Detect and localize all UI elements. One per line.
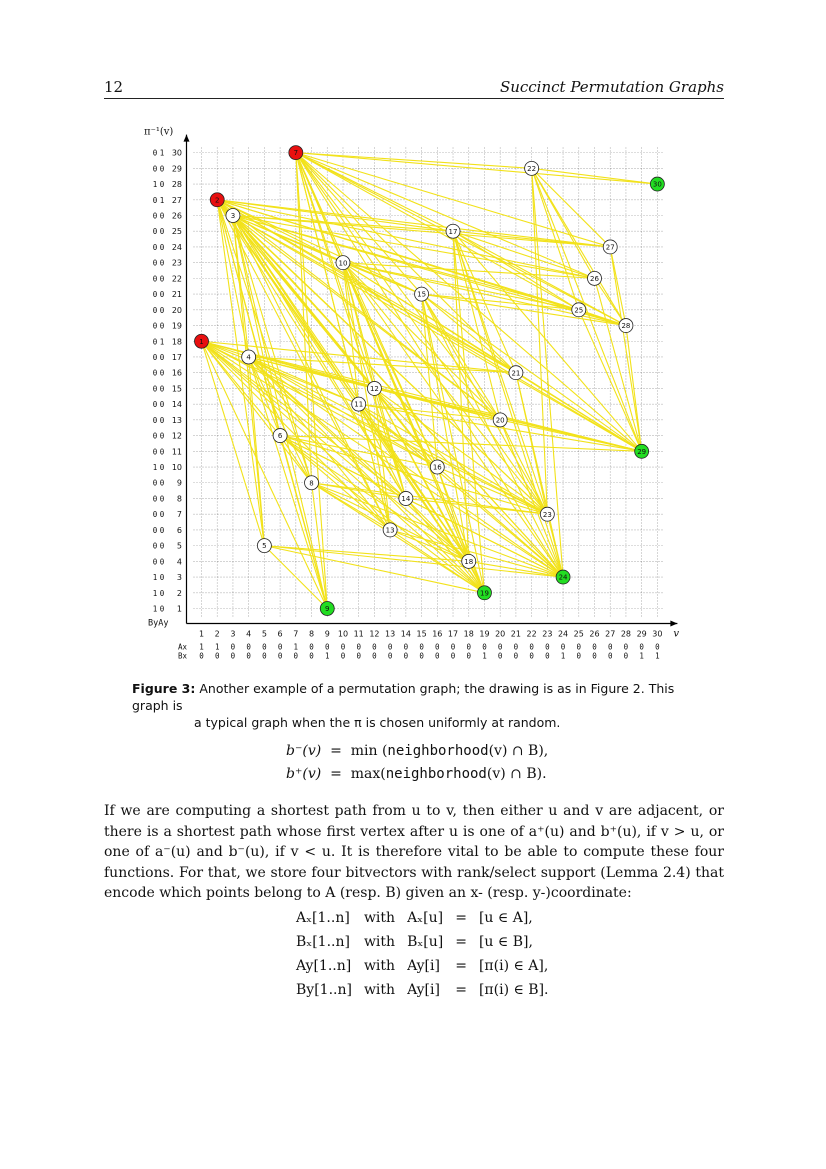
vertex-label: 22 [527,164,537,173]
ax-bit: 0 [387,642,393,652]
x-axis-label: v [673,628,680,640]
x-tick-label: 17 [447,629,459,639]
by-bit: 0 [152,227,158,237]
y-tick-label: 21 [171,290,182,300]
x-tick-label: 3 [230,629,236,639]
ax-bit: 0 [340,642,346,652]
ax-row-label: Ax [178,642,188,652]
x-tick-label: 15 [416,629,427,639]
ay-bit: 0 [159,321,165,331]
x-tick-label: 23 [542,629,553,639]
ay-bit: 0 [159,164,165,174]
figure-caption [132,680,712,731]
bx-bit: 0 [623,651,629,661]
by-ay-label: ByAy [148,618,169,629]
ax-bit: 1 [199,642,204,652]
ax-bit: 0 [325,642,330,652]
by-bit: 0 [152,242,158,252]
y-tick-label: 14 [171,400,182,410]
vertex-label: 2 [214,196,220,205]
bx-bit: 0 [387,651,393,661]
ax-bit: 0 [419,642,424,652]
x-tick-label: 5 [261,629,267,639]
bitvector-row [290,906,555,930]
ay-bit: 0 [159,352,165,362]
ay-bit: 0 [159,494,165,504]
vertex-label: 8 [309,479,314,488]
y-tick-label: 10 [171,463,182,473]
ax-bit: 1 [214,642,220,652]
page-number: 12 [104,78,124,96]
body-paragraph: If we are computing a shortest path from u to v, then either u and v are adjacent, or there is a shortest path whose first vertex after u is one of a⁺(u) and b⁺(u), if v > u, or one of a⁻(u) and b⁻(u), if v < u. It is therefore vital to be able to compute these four functions. For that, we store four bitvectors with rank/select support (Lemma 2.4) that encode which points belong to A (resp. B) given an x- (resp. y-)coordinate: [104,803,724,901]
by-bit: 0 [152,557,158,567]
vertex-label: 16 [432,463,442,472]
by-bit: 0 [152,447,158,457]
bv-eq: = [455,958,467,974]
ay-bit: 0 [159,258,165,268]
bx-bit: 0 [277,651,283,661]
vertex-label: 14 [401,495,411,504]
by-bit: 1 [152,463,158,473]
bx-bit: 0 [230,651,236,661]
bx-bit: 0 [607,651,613,661]
y-axis-label: π⁻¹(v) [144,126,174,138]
by-bit: 0 [152,494,158,504]
ay-bit: 1 [159,195,165,205]
ay-bit: 0 [159,400,165,410]
by-bit: 0 [152,258,158,268]
ay-bit: 0 [159,573,165,583]
by-bit: 0 [152,290,158,300]
vertex-label: 10 [338,259,348,268]
bx-bit: 1 [639,651,644,661]
vertex-label: 28 [621,322,631,331]
bx-bit: 0 [513,651,519,661]
y-tick-label: 2 [176,588,182,598]
ax-bit: 0 [277,642,283,652]
vertex-label: 29 [637,447,647,456]
x-tick-label: 4 [246,629,252,639]
by-bit: 0 [152,274,158,284]
eq1-fn: neighborhood [387,743,489,759]
ay-bit: 0 [159,415,165,425]
ax-bit: 0 [497,642,503,652]
ax-bit: 0 [529,642,534,652]
vertex-label: 9 [325,605,330,614]
eq1-rhs-b: (v) ∩ B), [488,743,549,759]
ay-bit: 0 [159,478,165,488]
ax-bit: 0 [230,642,236,652]
bv-lhs: Bₓ[1..n] [296,934,350,950]
bv-mid: Bₓ[u] [407,934,444,950]
by-bit: 0 [152,164,158,174]
x-tick-label: 14 [400,629,411,639]
by-bit: 0 [152,415,158,425]
bv-lhs: Aₓ[1..n] [296,910,350,926]
vertex-label: 19 [479,589,489,598]
ax-bit: 0 [435,642,440,652]
bx-bit: 0 [372,651,377,661]
bx-bit: 0 [435,651,440,661]
y-tick-label: 11 [171,447,182,457]
ay-bit: 0 [159,510,165,520]
by-bit: 0 [152,525,158,535]
y-tick-label: 17 [171,352,182,362]
by-bit: 0 [152,211,158,221]
bx-bit: 0 [545,651,550,661]
x-tick-label: 20 [495,629,506,639]
ay-bit: 0 [159,305,165,315]
y-tick-label: 9 [176,478,182,488]
y-tick-label: 19 [171,321,182,331]
ay-bit: 0 [159,180,165,190]
x-tick-label: 27 [605,629,616,639]
y-tick-label: 18 [171,337,182,347]
graph-edge [437,467,484,593]
by-bit: 1 [152,180,158,190]
x-tick-label: 18 [463,629,474,639]
graph-edge [217,200,484,593]
bv-with: with [363,982,396,998]
ax-bit: 0 [466,642,471,652]
ay-bit: 0 [159,274,165,284]
x-tick-label: 29 [636,629,647,639]
by-bit: 0 [152,368,158,378]
bitvector-row [290,930,555,954]
ay-bit: 0 [159,463,165,473]
bx-bit: 0 [356,651,361,661]
bx-bit: 0 [262,651,267,661]
x-tick-label: 1 [198,629,205,639]
ax-bit: 0 [450,642,456,652]
ax-bit: 0 [623,642,629,652]
by-bit: 0 [152,400,158,410]
bv-eq: = [455,910,467,926]
ay-bit: 1 [159,337,165,347]
x-tick-label: 11 [353,629,364,639]
by-bit: 0 [152,510,158,520]
by-bit: 0 [152,352,158,362]
edges [202,153,658,609]
bx-bit: 0 [293,651,299,661]
vertex-label: 12 [369,385,379,394]
bx-bit: 0 [340,651,346,661]
y-tick-label: 7 [176,510,182,520]
bv-with: with [363,958,396,974]
graph-edge [359,404,642,451]
ax-bit: 0 [482,642,487,652]
ay-bit: 0 [159,447,165,457]
ax-bit: 0 [246,642,251,652]
y-tick-label: 30 [171,148,182,158]
by-bit: 0 [152,384,158,394]
ay-bit: 1 [159,148,165,158]
caption-line-1: Another example of a permutation graph; the drawing is as in Figure 2. This graph is [132,681,675,713]
eq1-lhs: b⁻(v) [286,743,322,759]
graph-edge [516,373,563,577]
x-tick-label: 24 [557,629,569,639]
y-tick-label: 26 [171,211,182,221]
eq2-equals: = [330,766,342,782]
ax-bit: 1 [293,642,299,652]
by-bit: 1 [152,588,158,598]
y-axis-arrow [184,135,190,142]
equation-b-minus [286,743,548,759]
by-bit: 0 [152,337,158,347]
by-bit: 1 [152,604,158,614]
by-bit: 0 [152,148,158,158]
bitvector-definitions [290,906,555,1002]
by-bit: 0 [152,431,158,441]
x-tick-label: 10 [337,629,349,639]
x-tick-label: 7 [293,629,299,639]
ax-bit: 0 [403,642,409,652]
vertex-label: 11 [354,400,364,409]
x-tick-label: 2 [214,629,220,639]
eq1-rhs-a: min ( [350,743,388,759]
vertex-label: 18 [464,557,474,566]
x-tick-label: 21 [510,629,521,639]
graph-edge [233,216,280,436]
graph-edge [296,153,532,169]
bv-rhs: [π(i) ∈ A], [478,958,549,974]
ay-bit: 0 [159,227,165,237]
x-tick-label: 25 [573,629,584,639]
x-axis-arrow [670,621,677,627]
y-tick-label: 1 [176,604,182,614]
ay-bit: 0 [159,604,165,614]
ax-bit: 0 [372,642,377,652]
y-tick-label: 12 [171,431,182,441]
y-tick-label: 8 [176,494,182,504]
bv-mid: Aₓ[u] [407,910,444,926]
ay-bit: 0 [159,368,165,378]
ax-bit: 0 [655,642,660,652]
by-bit: 0 [152,541,158,551]
vertex-label: 15 [417,290,427,299]
bv-mid: Ay[i] [407,982,440,998]
vertex-label: 20 [495,416,505,425]
vertex-label: 5 [262,542,267,551]
eq2-rhs-a: max( [350,766,386,782]
bx-bit: 0 [529,651,534,661]
bv-eq: = [455,934,467,950]
by-bit: 0 [152,478,158,488]
y-tick-label: 23 [171,258,182,268]
ay-bit: 0 [159,541,165,551]
eq2-fn: neighborhood [385,766,487,782]
y-tick-label: 15 [171,384,182,394]
ax-bit: 0 [607,642,613,652]
bv-eq: = [455,982,467,998]
bx-bit: 0 [214,651,220,661]
ax-bit: 0 [309,642,314,652]
bx-bit: 1 [655,651,660,661]
vertex-label: 3 [230,212,236,221]
bx-bit: 0 [466,651,471,661]
eq2-rhs-b: (v) ∩ B). [486,766,547,782]
ax-bit: 0 [262,642,267,652]
bitvector-row [290,978,555,1002]
eq1-equals: = [330,743,342,759]
ax-bit: 0 [545,642,550,652]
vertex-label: 26 [590,274,599,283]
x-tick-label: 28 [620,629,632,639]
bv-with: with [363,934,396,950]
ax-bit: 0 [560,642,566,652]
bv-lhs: By[1..n] [296,982,352,998]
graph-edge [516,373,642,452]
bv-lhs: Ay[1..n] [296,958,352,974]
bitvector-row [290,954,555,978]
bx-bit: 1 [482,651,487,661]
ay-bit: 0 [159,525,165,535]
bx-bit: 0 [450,651,456,661]
bx-bit: 0 [592,651,597,661]
ay-bit: 0 [159,557,165,567]
vertex-label: 27 [605,243,615,252]
bx-row-label: Bx [178,651,188,661]
running-title: Succinct Permutation Graphs [499,78,724,96]
vertex-label: 17 [448,227,458,236]
ax-bit: 0 [592,642,597,652]
by-bit: 0 [152,321,158,331]
vertex-label: 7 [293,149,299,158]
bx-bit: 0 [419,651,424,661]
caption-label: Figure 3: [132,681,196,696]
y-tick-label: 13 [171,415,182,425]
x-tick-label: 9 [324,629,330,639]
eq2-lhs: b⁺(v) [286,766,322,782]
y-tick-label: 22 [171,274,182,284]
x-tick-label: 8 [308,629,315,639]
vertex-label: 13 [385,526,395,535]
y-tick-label: 27 [171,195,182,205]
x-tick-label: 26 [589,629,600,639]
ax-bit: 0 [513,642,519,652]
vertex-label: 24 [558,573,568,582]
y-tick-label: 28 [171,180,182,190]
bx-bit: 0 [309,651,314,661]
ay-bit: 0 [159,588,165,598]
y-tick-label: 3 [176,573,182,583]
vertex-label: 23 [542,510,552,519]
ay-bit: 0 [159,242,165,252]
bv-rhs: [u ∈ A], [478,910,533,926]
graph-edge [249,357,485,593]
y-tick-label: 5 [176,541,182,551]
y-tick-label: 6 [176,525,182,535]
equation-b-plus [286,766,547,782]
bx-bit: 0 [497,651,503,661]
bx-bit: 0 [576,651,582,661]
vertex-label: 21 [511,369,521,378]
x-tick-label: 13 [385,629,396,639]
graph-edge [374,388,405,498]
x-tick-label: 16 [432,629,443,639]
graph-edge [296,153,563,577]
by-bit: 0 [152,305,158,315]
ay-bit: 0 [159,290,165,300]
y-tick-label: 24 [171,242,182,252]
bv-with: with [363,910,396,926]
x-tick-label: 30 [652,629,663,639]
y-tick-label: 16 [171,368,182,378]
x-tick-label: 6 [277,629,283,639]
graph-edge [532,168,658,184]
y-tick-label: 25 [171,227,182,237]
by-bit: 0 [152,195,158,205]
bv-rhs: [u ∈ B], [478,934,533,950]
ax-bit: 0 [639,642,644,652]
bx-bit: 1 [560,651,566,661]
by-bit: 1 [152,573,158,583]
ay-bit: 0 [159,431,165,441]
vertex-label: 6 [277,432,283,441]
x-tick-label: 19 [479,629,490,639]
bv-rhs: [π(i) ∈ B]. [478,982,549,998]
vertex-label: 30 [652,180,662,189]
graph-edge [264,546,468,562]
bv-mid: Ay[i] [407,958,440,974]
vertex-label: 4 [246,353,251,362]
ax-bit: 0 [576,642,582,652]
bx-bit: 0 [246,651,251,661]
vertex-label: 25 [574,306,584,315]
y-tick-label: 4 [176,557,182,567]
x-tick-label: 22 [526,629,537,639]
x-tick-label: 12 [369,629,380,639]
caption-line-2: a typical graph when the π is chosen uniformly at random. [194,715,561,730]
bx-bit: 0 [199,651,204,661]
bx-bit: 0 [403,651,409,661]
ay-bit: 0 [159,211,165,221]
ax-bit: 0 [356,642,361,652]
ay-bit: 0 [159,384,165,394]
y-tick-label: 29 [171,164,182,174]
vertex-label: 1 [199,337,204,346]
y-tick-label: 20 [171,305,182,315]
bx-bit: 1 [325,651,330,661]
